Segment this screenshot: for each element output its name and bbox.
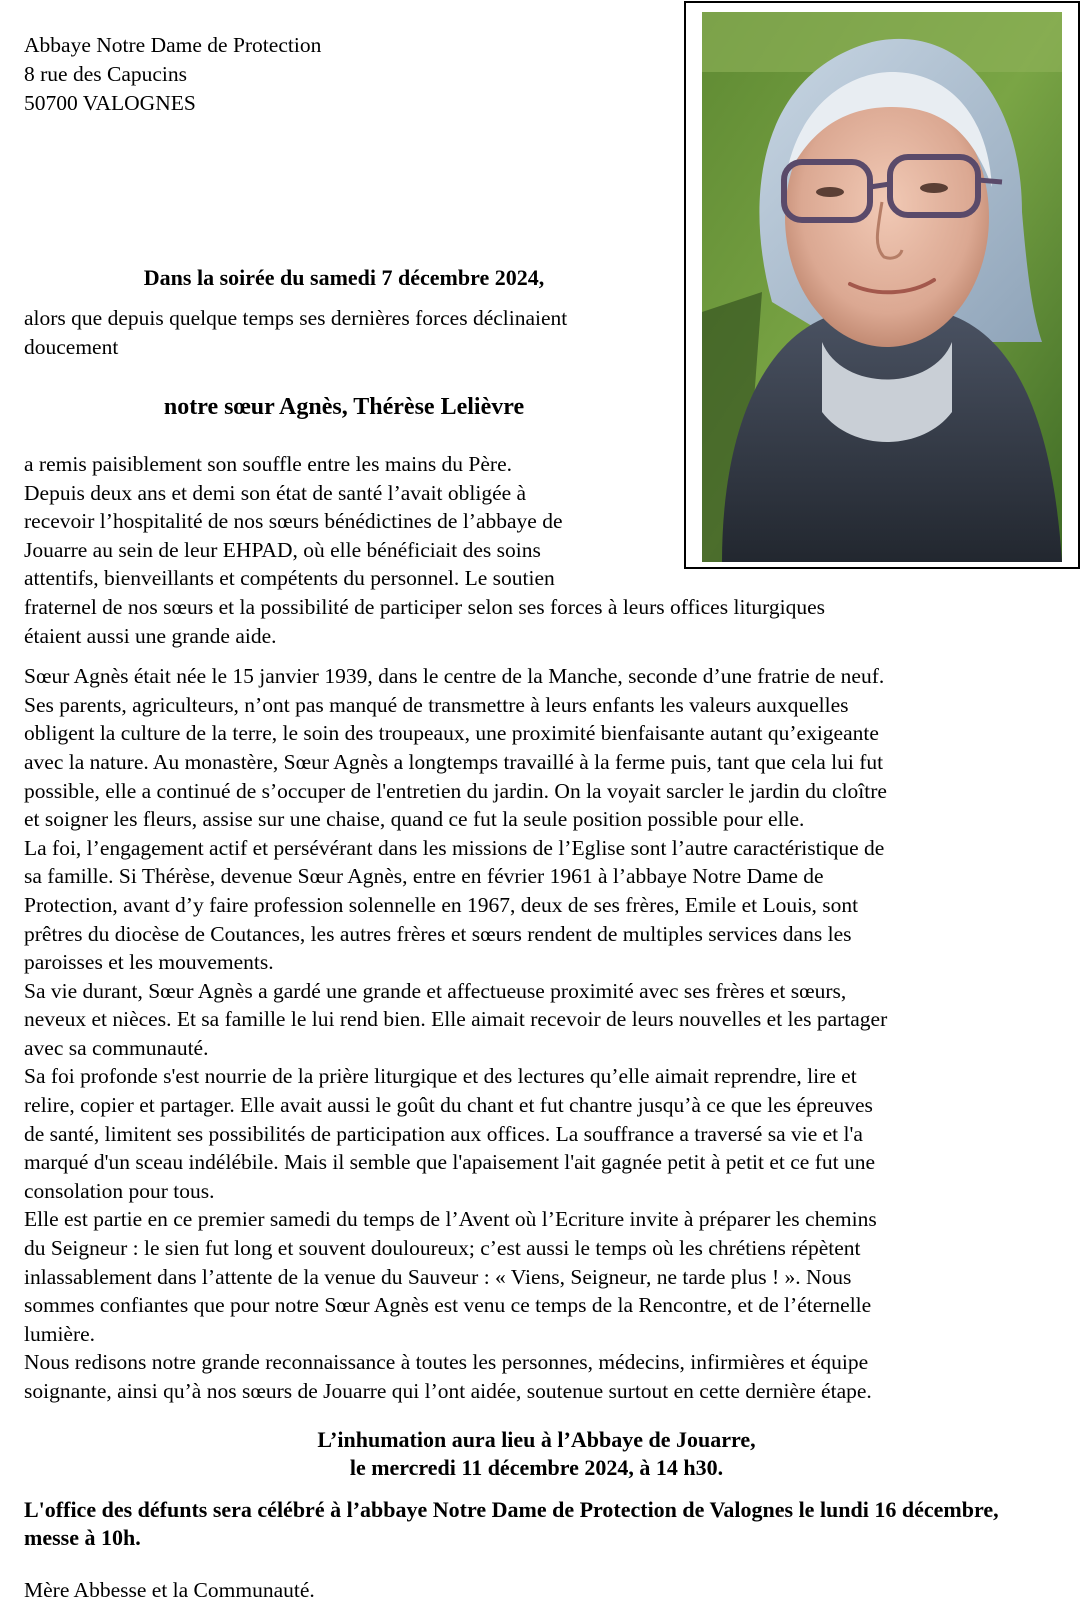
text-line: de santé, limitent ses possibilités de participation aux offices. La souffrance a traversé sa vie et l'a [24, 1121, 863, 1146]
text-line: Jouarre au sein de leur EHPAD, où elle bénéficiait des soins [24, 537, 541, 562]
inhumation-line: L’inhumation aura lieu à l’Abbaye de Jouarre, [317, 1427, 756, 1452]
text-line: Ses parents, agriculteurs, n’ont pas manqué de transmettre à leurs enfants les valeurs auxquelles [24, 692, 849, 717]
intro-text: alors que depuis quelque temps ses dernières forces déclinaient doucement [24, 306, 568, 359]
text-line: obligent la culture de la terre, le soin des troupeaux, une proximité bienfaisante autant qu’exigeante [24, 721, 879, 746]
heading-date: Dans la soirée du samedi 7 décembre 2024, [143, 265, 545, 290]
text-line: Elle est partie en ce premier samedi du temps de l’Avent où l’Ecriture invite à préparer les chemins [24, 1207, 877, 1232]
text-line: possible, elle a continué de s’occuper de l'entretien du jardin. On la voyait sarcler le jardin du cloître [24, 778, 887, 803]
text-line: relire, copier et partager. Elle avait aussi le goût du chant et fut chantre jusqu’à ce que les épreuves [24, 1093, 873, 1118]
text-line: neveux et nièces. Et sa famille le lui rend bien. Elle aimait recevoir de leurs nouvelles et les partager [24, 1007, 888, 1032]
text-line: Nous redisons notre grande reconnaissance à toutes les personnes, médecins, infirmières et équipe [24, 1350, 869, 1375]
text-line: consolation pour tous. [24, 1178, 215, 1203]
text-line: attentifs, bienveillants et compétents du personnel. Le soutien [24, 566, 555, 591]
text-line: Sa vie durant, Sœur Agnès a gardé une grande et affectueuse proximité avec ses frères et sœurs, [24, 978, 847, 1003]
text-line: fraternel de nos sœurs et la possibilité de participer selon ses forces à leurs offices liturgiques [24, 594, 826, 619]
address-line: 8 rue des Capucins [24, 62, 188, 86]
text-line: inlassablement dans l’attente de la venue du Sauveur : « Viens, Seigneur, ne tarde plus ! ». Nous [24, 1264, 852, 1289]
address-line: Abbaye Notre Dame de Protection [24, 33, 322, 57]
inhumation-notice [24, 1426, 1049, 1482]
text-line: sommes confiantes que pour notre Sœur Agnès est venu ce temps de la Rencontre, et de l’éternelle [24, 1293, 872, 1318]
text-line: sa famille. Si Thérèse, devenue Sœur Agnès, entre en février 1961 à l’abbaye Notre Dame de [24, 864, 824, 889]
text-line: du Seigneur : le sien fut long et souvent douloureux; c’est aussi le temps où les chrétiens répètent [24, 1236, 861, 1261]
text-line: prêtres du diocèse de Coutances, les autres frères et sœurs rendent de multiples services dans les [24, 921, 852, 946]
office-notice: L'office des défunts sera célébré à l’abbaye Notre Dame de Protection de Valognes le lundi 16 décembre, messe à 10h. [24, 1497, 999, 1550]
signature: Mère Abbesse et la Communauté. [24, 1578, 315, 1602]
text-line: marqué d'un sceau indélébile. Mais il semble que l'apaisement l'ait gagnée petit à petit et ce fut une [24, 1150, 876, 1175]
text-line: étaient aussi une grande aide. [24, 623, 277, 648]
text-line: La foi, l’engagement actif et persévérant dans les missions de l’Eglise sont l’autre caractéristique de [24, 835, 885, 860]
text-line: avec sa communauté. [24, 1035, 209, 1060]
text-line: lumière. [24, 1321, 96, 1346]
text-line: a remis paisiblement son souffle entre les mains du Père. [24, 452, 513, 476]
body-text [24, 450, 1049, 1406]
deceased-name: notre sœur Agnès, Thérèse Lelièvre [163, 394, 525, 420]
inhumation-line: le mercredi 11 décembre 2024, à 14 h30. [349, 1455, 724, 1480]
text-line: Sa foi profonde s'est nourrie de la prière liturgique et des lectures qu’elle aimait reprendre, lire et [24, 1064, 857, 1089]
text-line: Sœur Agnès était née le 15 janvier 1939, dans le centre de la Manche, seconde d’une fratrie de neuf. [24, 664, 885, 689]
text-line: avec la nature. Au monastère, Sœur Agnès a longtemps travaillé à la ferme puis, tant que cela lui fut [24, 749, 884, 774]
text-line: soignante, ainsi qu’à nos sœurs de Jouarre qui l’ont aidée, soutenue surtout en cette dernière étape. [24, 1379, 872, 1403]
address-line: 50700 VALOGNES [24, 91, 196, 115]
text-line: Protection, avant d’y faire profession solennelle en 1967, deux de ses frères, Emile et Louis, sont [24, 892, 859, 917]
text-line: Depuis deux ans et demi son état de santé l’avait obligée à [24, 480, 527, 505]
text-line: et soigner les fleurs, assise sur une chaise, quand ce fut la seule position possible pour elle. [24, 807, 805, 832]
text-line: recevoir l’hospitalité de nos sœurs bénédictines de l’abbaye de [24, 509, 563, 534]
text-line: paroisses et les mouvements. [24, 950, 274, 975]
